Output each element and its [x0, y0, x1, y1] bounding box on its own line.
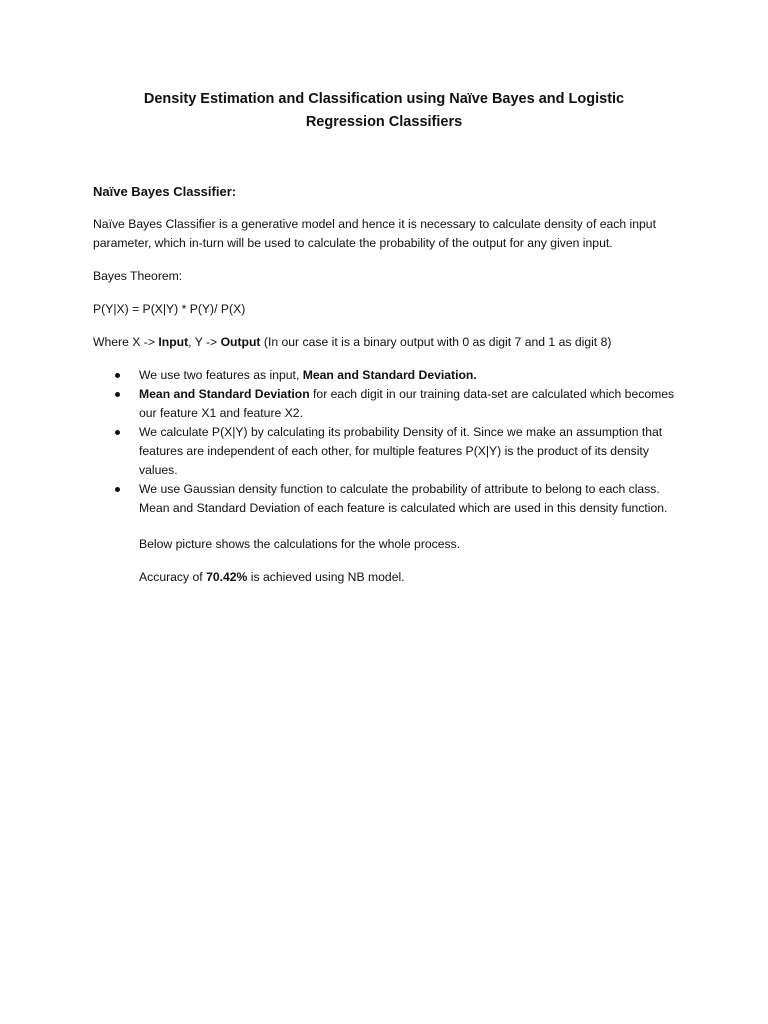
bullet-dot-icon	[115, 373, 120, 378]
bullet-dot-icon	[115, 430, 120, 435]
bullet-2-text: for each digit in our training data-set are calculated which becomes our feature X1 and feature X2.	[139, 387, 675, 420]
intro-paragraph: Naïve Bayes Classifier is a generative model and hence it is necessary to calculate density of each input parameter, which in-turn will be used to calculate the probability of the output for any given input.	[93, 217, 656, 250]
where-output: Output	[220, 335, 261, 349]
document-body	[93, 182, 683, 601]
bayes-theorem-label: Bayes Theorem:	[93, 269, 183, 283]
accuracy-value: 70.42%	[206, 570, 248, 584]
bullet-item	[93, 480, 683, 518]
title-line-2: Regression Classifiers	[305, 114, 463, 130]
accuracy-suffix: is achieved using NB model.	[247, 570, 405, 584]
bullet-dot-icon	[115, 392, 120, 397]
document-title	[80, 88, 688, 134]
spacer	[93, 518, 683, 535]
bullet-item	[93, 423, 683, 480]
where-mid: , Y ->	[188, 335, 221, 349]
bullet-1-bold: Mean and Standard Deviation.	[302, 368, 477, 382]
where-suffix: (In our case it is a binary output with 0 as digit 7 and 1 as digit 8)	[260, 335, 612, 349]
bullet-item	[93, 385, 683, 423]
where-paragraph	[93, 333, 683, 352]
where-prefix: Where X ->	[93, 335, 159, 349]
section-heading: Naïve Bayes Classifier:	[93, 184, 237, 199]
bayes-formula: P(Y|X) = P(X|Y) * P(Y)/ P(X)	[93, 302, 246, 316]
bullet-3-text: We calculate P(X|Y) by calculating its probability Density of it. Since we make an assumption that features are independent of each other, for multiple features P(X|Y) is the product of its density values.	[139, 425, 663, 477]
picture-note: Below picture shows the calculations for the whole process.	[139, 537, 461, 551]
bullet-2-bold: Mean and Standard Deviation	[139, 387, 310, 401]
accuracy-prefix: Accuracy of	[139, 570, 207, 584]
bullet-item	[93, 366, 683, 385]
bullet-list	[93, 366, 683, 518]
where-input: Input	[158, 335, 189, 349]
bullet-4-text: We use Gaussian density function to calculate the probability of attribute to belong to each class. Mean and Standard Deviation of each feature is calculated which are used in this density function.	[139, 482, 668, 515]
accuracy-line	[139, 568, 683, 587]
bullet-1-text: We use two features as input,	[139, 368, 303, 382]
bullet-dot-icon	[115, 487, 120, 492]
title-line-1: Density Estimation and Classification using Naïve Bayes and Logistic	[143, 91, 625, 107]
